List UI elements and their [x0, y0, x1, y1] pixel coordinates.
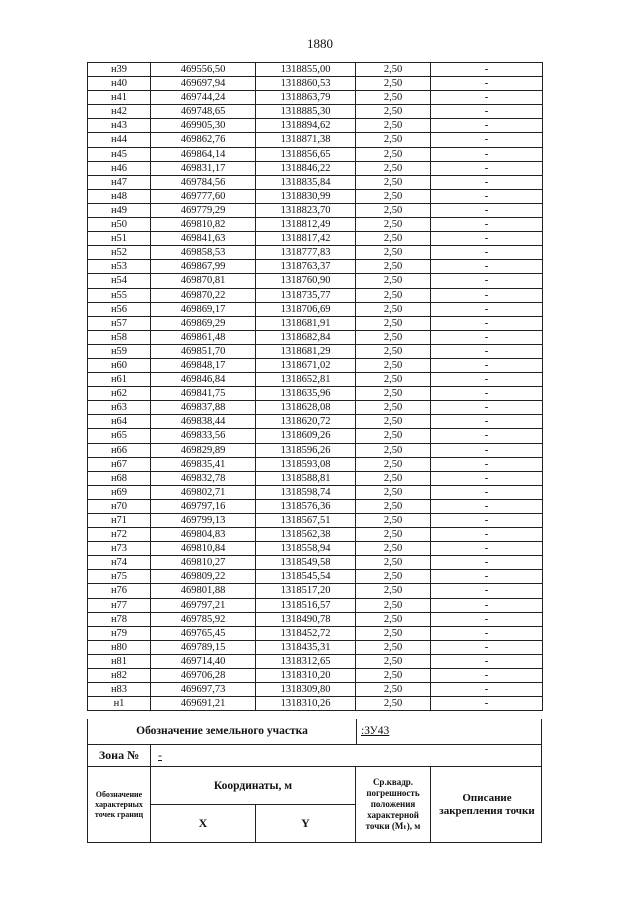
table-row: [88, 302, 543, 316]
table-row: [88, 387, 543, 401]
table-row: [88, 683, 543, 697]
x-cell: 469861,48: [151, 330, 256, 344]
description-cell: -: [431, 147, 543, 161]
table-row: [88, 373, 543, 387]
x-cell: 469870,22: [151, 288, 256, 302]
x-cell: 469697,73: [151, 683, 256, 697]
point-cell: н54: [88, 274, 151, 288]
point-cell: н45: [88, 147, 151, 161]
error-cell: 2,50: [356, 443, 431, 457]
x-cell: 469556,50: [151, 63, 256, 77]
point-cell: н63: [88, 401, 151, 415]
point-cell: н41: [88, 91, 151, 105]
y-cell: 1318310,26: [256, 697, 356, 711]
error-cell: 2,50: [356, 457, 431, 471]
error-cell: 2,50: [356, 654, 431, 668]
table-row: [88, 344, 543, 358]
description-cell: -: [431, 302, 543, 316]
table-row: [88, 626, 543, 640]
table-row: [88, 443, 543, 457]
table-row: [88, 330, 543, 344]
table-row: [88, 415, 543, 429]
table-row: [88, 598, 543, 612]
table-row: [88, 63, 543, 77]
header-error: Ср.квадр. погрешность положения характерной точки (Mₜ), м: [356, 767, 431, 842]
y-cell: 1318777,83: [256, 246, 356, 260]
y-cell: 1318452,72: [256, 626, 356, 640]
x-cell: 469691,21: [151, 697, 256, 711]
description-cell: -: [431, 105, 543, 119]
x-cell: 469784,56: [151, 175, 256, 189]
zone-label: Зона №: [88, 745, 151, 766]
y-cell: 1318596,26: [256, 443, 356, 457]
x-cell: 469809,22: [151, 570, 256, 584]
y-cell: 1318681,29: [256, 344, 356, 358]
point-cell: н40: [88, 77, 151, 91]
x-cell: 469833,56: [151, 429, 256, 443]
error-cell: 2,50: [356, 471, 431, 485]
header-point-designation: Обозначение характерных точек границ: [88, 767, 151, 842]
y-cell: 1318835,84: [256, 175, 356, 189]
y-cell: 1318885,30: [256, 105, 356, 119]
table-row: [88, 175, 543, 189]
table-row: [88, 288, 543, 302]
description-cell: -: [431, 514, 543, 528]
point-cell: н71: [88, 514, 151, 528]
description-cell: -: [431, 401, 543, 415]
y-cell: 1318310,20: [256, 669, 356, 683]
description-cell: -: [431, 443, 543, 457]
point-cell: н61: [88, 373, 151, 387]
description-cell: -: [431, 316, 543, 330]
x-cell: 469810,84: [151, 542, 256, 556]
x-cell: 469797,16: [151, 499, 256, 513]
error-cell: 2,50: [356, 260, 431, 274]
description-cell: -: [431, 528, 543, 542]
y-cell: 1318567,51: [256, 514, 356, 528]
error-cell: 2,50: [356, 697, 431, 711]
y-cell: 1318760,90: [256, 274, 356, 288]
point-cell: н50: [88, 218, 151, 232]
y-cell: 1318817,42: [256, 232, 356, 246]
point-cell: н80: [88, 640, 151, 654]
y-cell: 1318763,37: [256, 260, 356, 274]
x-cell: 469870,81: [151, 274, 256, 288]
point-cell: н68: [88, 471, 151, 485]
description-cell: -: [431, 330, 543, 344]
description-cell: -: [431, 175, 543, 189]
error-cell: 2,50: [356, 387, 431, 401]
table-row: [88, 260, 543, 274]
error-cell: 2,50: [356, 175, 431, 189]
description-cell: -: [431, 274, 543, 288]
point-cell: н81: [88, 654, 151, 668]
x-cell: 469697,94: [151, 77, 256, 91]
table-row: [88, 584, 543, 598]
y-cell: 1318516,57: [256, 598, 356, 612]
point-cell: н66: [88, 443, 151, 457]
point-cell: н59: [88, 344, 151, 358]
point-cell: н76: [88, 584, 151, 598]
x-cell: 469765,45: [151, 626, 256, 640]
error-cell: 2,50: [356, 542, 431, 556]
y-cell: 1318682,84: [256, 330, 356, 344]
y-cell: 1318706,69: [256, 302, 356, 316]
error-cell: 2,50: [356, 344, 431, 358]
point-cell: н46: [88, 161, 151, 175]
table-row: [88, 203, 543, 217]
y-cell: 1318894,62: [256, 119, 356, 133]
error-cell: 2,50: [356, 330, 431, 344]
y-cell: 1318545,54: [256, 570, 356, 584]
error-cell: 2,50: [356, 528, 431, 542]
description-cell: -: [431, 415, 543, 429]
y-cell: 1318812,49: [256, 218, 356, 232]
table-row: [88, 612, 543, 626]
error-cell: 2,50: [356, 683, 431, 697]
error-cell: 2,50: [356, 274, 431, 288]
point-cell: н74: [88, 556, 151, 570]
table-header: [87, 767, 542, 843]
description-cell: -: [431, 584, 543, 598]
table-row: [88, 189, 543, 203]
error-cell: 2,50: [356, 358, 431, 372]
y-cell: 1318309,80: [256, 683, 356, 697]
point-cell: н73: [88, 542, 151, 556]
x-cell: 469846,84: [151, 373, 256, 387]
x-cell: 469862,76: [151, 133, 256, 147]
description-cell: -: [431, 77, 543, 91]
x-cell: 469831,17: [151, 161, 256, 175]
point-cell: н64: [88, 415, 151, 429]
x-cell: 469829,89: [151, 443, 256, 457]
description-cell: -: [431, 91, 543, 105]
point-cell: н58: [88, 330, 151, 344]
point-cell: н82: [88, 669, 151, 683]
x-cell: 469835,41: [151, 457, 256, 471]
y-cell: 1318435,31: [256, 640, 356, 654]
x-cell: 469841,63: [151, 232, 256, 246]
point-cell: н65: [88, 429, 151, 443]
error-cell: 2,50: [356, 77, 431, 91]
header-description: Описание закрепления точки: [439, 791, 535, 817]
description-cell: -: [431, 63, 543, 77]
point-cell: н39: [88, 63, 151, 77]
x-cell: 469869,29: [151, 316, 256, 330]
zone-row: [87, 745, 542, 767]
error-cell: 2,50: [356, 161, 431, 175]
table-row: [88, 471, 543, 485]
y-cell: 1318671,02: [256, 358, 356, 372]
x-cell: 469869,17: [151, 302, 256, 316]
table-row: [88, 119, 543, 133]
table-row: [88, 485, 543, 499]
x-cell: 469810,82: [151, 218, 256, 232]
description-cell: -: [431, 570, 543, 584]
table-row: [88, 528, 543, 542]
point-cell: н1: [88, 697, 151, 711]
error-cell: 2,50: [356, 612, 431, 626]
y-cell: 1318860,53: [256, 77, 356, 91]
table-row: [88, 429, 543, 443]
table-row: [88, 232, 543, 246]
error-cell: 2,50: [356, 429, 431, 443]
y-cell: 1318598,74: [256, 485, 356, 499]
description-cell: -: [431, 119, 543, 133]
header-coordinates: Координаты, м: [151, 767, 356, 805]
plot-designation-value: :ЗУ43: [356, 719, 543, 744]
point-cell: н62: [88, 387, 151, 401]
point-cell: н75: [88, 570, 151, 584]
x-cell: 469867,99: [151, 260, 256, 274]
table-row: [88, 640, 543, 654]
y-cell: 1318823,70: [256, 203, 356, 217]
error-cell: 2,50: [356, 316, 431, 330]
x-cell: 469706,28: [151, 669, 256, 683]
x-cell: 469777,60: [151, 189, 256, 203]
error-cell: 2,50: [356, 133, 431, 147]
y-cell: 1318490,78: [256, 612, 356, 626]
point-cell: н49: [88, 203, 151, 217]
error-cell: 2,50: [356, 288, 431, 302]
error-cell: 2,50: [356, 570, 431, 584]
description-cell: -: [431, 612, 543, 626]
error-cell: 2,50: [356, 232, 431, 246]
x-cell: 469802,71: [151, 485, 256, 499]
description-cell: -: [431, 288, 543, 302]
table-row: [88, 457, 543, 471]
description-cell: -: [431, 640, 543, 654]
point-cell: н72: [88, 528, 151, 542]
point-cell: н42: [88, 105, 151, 119]
header-y: Y: [256, 805, 356, 842]
y-cell: 1318652,81: [256, 373, 356, 387]
table-row: [88, 401, 543, 415]
point-cell: н56: [88, 302, 151, 316]
x-cell: 469801,88: [151, 584, 256, 598]
table-row: [88, 147, 543, 161]
description-cell: -: [431, 457, 543, 471]
y-cell: 1318863,79: [256, 91, 356, 105]
y-cell: 1318558,94: [256, 542, 356, 556]
description-cell: -: [431, 232, 543, 246]
zone-value: -: [158, 748, 162, 762]
table-row: [88, 570, 543, 584]
page-number: 1880: [307, 36, 333, 51]
x-cell: 469841,75: [151, 387, 256, 401]
description-cell: -: [431, 499, 543, 513]
error-cell: 2,50: [356, 556, 431, 570]
x-cell: 469799,13: [151, 514, 256, 528]
x-cell: 469714,40: [151, 654, 256, 668]
error-cell: 2,50: [356, 514, 431, 528]
y-cell: 1318628,08: [256, 401, 356, 415]
description-cell: -: [431, 387, 543, 401]
description-cell: -: [431, 203, 543, 217]
y-cell: 1318562,38: [256, 528, 356, 542]
point-cell: н53: [88, 260, 151, 274]
x-cell: 469851,70: [151, 344, 256, 358]
description-cell: -: [431, 344, 543, 358]
x-cell: 469905,30: [151, 119, 256, 133]
description-cell: -: [431, 697, 543, 711]
y-cell: 1318588,81: [256, 471, 356, 485]
x-cell: 469838,44: [151, 415, 256, 429]
y-cell: 1318593,08: [256, 457, 356, 471]
table-row: [88, 654, 543, 668]
table-row: [88, 77, 543, 91]
table-row: [88, 556, 543, 570]
table-row: [88, 499, 543, 513]
y-cell: 1318576,36: [256, 499, 356, 513]
description-cell: -: [431, 542, 543, 556]
point-cell: н77: [88, 598, 151, 612]
table-row: [88, 133, 543, 147]
y-cell: 1318312,65: [256, 654, 356, 668]
y-cell: 1318871,38: [256, 133, 356, 147]
table-row: [88, 542, 543, 556]
error-cell: 2,50: [356, 669, 431, 683]
description-cell: -: [431, 161, 543, 175]
point-cell: н67: [88, 457, 151, 471]
y-cell: 1318856,65: [256, 147, 356, 161]
plot-designation-label: Обозначение земельного участка: [136, 725, 308, 737]
error-cell: 2,50: [356, 626, 431, 640]
y-cell: 1318830,99: [256, 189, 356, 203]
coordinates-table: [87, 62, 543, 711]
point-cell: н57: [88, 316, 151, 330]
error-cell: 2,50: [356, 189, 431, 203]
error-cell: 2,50: [356, 147, 431, 161]
error-cell: 2,50: [356, 640, 431, 654]
x-cell: 469779,29: [151, 203, 256, 217]
description-cell: -: [431, 246, 543, 260]
description-cell: -: [431, 598, 543, 612]
error-cell: 2,50: [356, 246, 431, 260]
description-cell: -: [431, 429, 543, 443]
error-cell: 2,50: [356, 63, 431, 77]
x-cell: 469864,14: [151, 147, 256, 161]
y-cell: 1318846,22: [256, 161, 356, 175]
table-row: [88, 316, 543, 330]
point-cell: н60: [88, 358, 151, 372]
x-cell: 469848,17: [151, 358, 256, 372]
x-cell: 469810,27: [151, 556, 256, 570]
point-cell: н79: [88, 626, 151, 640]
header-x: X: [151, 805, 256, 842]
point-cell: н51: [88, 232, 151, 246]
x-cell: 469785,92: [151, 612, 256, 626]
description-cell: -: [431, 683, 543, 697]
error-cell: 2,50: [356, 584, 431, 598]
description-cell: -: [431, 485, 543, 499]
error-cell: 2,50: [356, 373, 431, 387]
description-cell: -: [431, 471, 543, 485]
description-cell: -: [431, 358, 543, 372]
description-cell: -: [431, 654, 543, 668]
table-row: [88, 697, 543, 711]
error-cell: 2,50: [356, 302, 431, 316]
error-cell: 2,50: [356, 218, 431, 232]
table-row: [88, 274, 543, 288]
description-cell: -: [431, 133, 543, 147]
x-cell: 469797,21: [151, 598, 256, 612]
point-cell: н78: [88, 612, 151, 626]
description-cell: -: [431, 373, 543, 387]
table-row: [88, 105, 543, 119]
description-cell: -: [431, 260, 543, 274]
description-cell: -: [431, 669, 543, 683]
error-cell: 2,50: [356, 401, 431, 415]
y-cell: 1318635,96: [256, 387, 356, 401]
point-cell: н55: [88, 288, 151, 302]
error-cell: 2,50: [356, 598, 431, 612]
point-cell: н44: [88, 133, 151, 147]
table-row: [88, 161, 543, 175]
error-cell: 2,50: [356, 415, 431, 429]
x-cell: 469789,15: [151, 640, 256, 654]
x-cell: 469804,83: [151, 528, 256, 542]
coordinates-table-body: [88, 63, 543, 711]
error-cell: 2,50: [356, 91, 431, 105]
error-cell: 2,50: [356, 499, 431, 513]
error-cell: 2,50: [356, 105, 431, 119]
error-cell: 2,50: [356, 485, 431, 499]
description-cell: -: [431, 626, 543, 640]
y-cell: 1318855,00: [256, 63, 356, 77]
table-row: [88, 514, 543, 528]
y-cell: 1318681,91: [256, 316, 356, 330]
x-cell: 469858,53: [151, 246, 256, 260]
plot-designation-row: [87, 719, 542, 745]
x-cell: 469744,24: [151, 91, 256, 105]
x-cell: 469748,65: [151, 105, 256, 119]
y-cell: 1318517,20: [256, 584, 356, 598]
error-cell: 2,50: [356, 203, 431, 217]
x-cell: 469832,78: [151, 471, 256, 485]
table-row: [88, 358, 543, 372]
point-cell: н47: [88, 175, 151, 189]
description-cell: -: [431, 189, 543, 203]
description-cell: -: [431, 556, 543, 570]
error-cell: 2,50: [356, 119, 431, 133]
point-cell: н83: [88, 683, 151, 697]
table-row: [88, 91, 543, 105]
table-row: [88, 669, 543, 683]
point-cell: н52: [88, 246, 151, 260]
point-cell: н69: [88, 485, 151, 499]
y-cell: 1318620,72: [256, 415, 356, 429]
point-cell: н70: [88, 499, 151, 513]
table-row: [88, 218, 543, 232]
y-cell: 1318735,77: [256, 288, 356, 302]
point-cell: н43: [88, 119, 151, 133]
y-cell: 1318549,58: [256, 556, 356, 570]
x-cell: 469837,88: [151, 401, 256, 415]
point-cell: н48: [88, 189, 151, 203]
description-cell: -: [431, 218, 543, 232]
table-row: [88, 246, 543, 260]
y-cell: 1318609,26: [256, 429, 356, 443]
